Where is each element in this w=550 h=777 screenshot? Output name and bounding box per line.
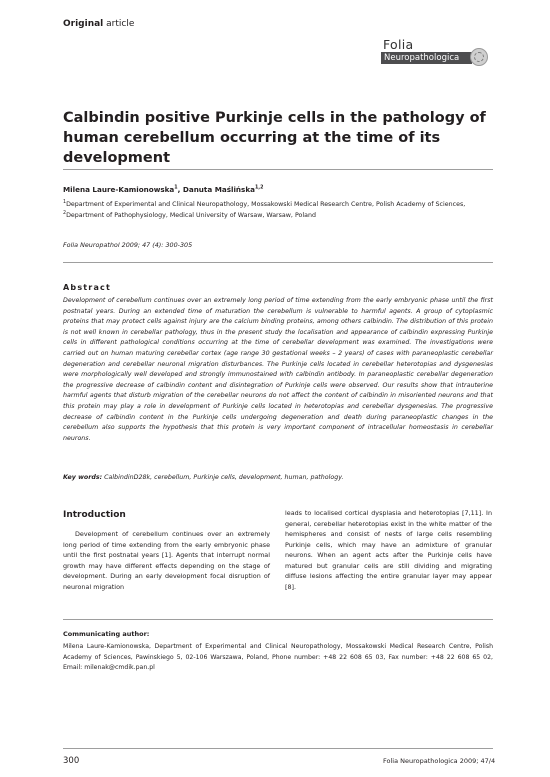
footer-divider <box>63 748 493 749</box>
introduction-column-1 <box>63 529 270 592</box>
abstract-text: Development of cerebellum continues over an extremely long period of time extending from the early embryonic phase until the first postnatal years. During an extended time of maturation the cerebellum is vulnerable to harmful agents. A group of cytoplasmic proteins that may protect cells against injury are the calcium binding proteins, among others calbindin. The distribution of this protein is not well known in cerebellar pathology, thus in the present study the localisation and appearance of calbindin expressing Purkinje cells in different pathological conditions occurring at the time of cerebellar development was examined. The investigations were carried out on human maturing cerebellar cortex (age range 30 gestational weeks – 2 years) of cases with paraneoplastic cerebellar degeneration and cerebellar neuronal migration disturbances. The Purkinje cells located in cerebellar heterotopias and dysgenesias were morphologically well developed and strongly immunostained with calbindin antibody. In paraneoplastic cerebellar degeneration the progressive decrease of calbindin content and disintegration of Purkinje cells were observed. Our results show that intrauterine harmful agents that disturb migration of the cerebellar neurons do not affect the content of calbindin in misoriented neurons and that this protein may play a role in development of Purkinje cells located in heterotopias and cerebellar dysgenesias. The progressive decrease of calbindin content in the Purkinje cells undergoing degeneration and death during paraneoplastic changes in the cerebellum also supports the hypothesis that this protein is very important component of intracellular homeostasis in cerebellar neurons. <box>63 297 493 442</box>
article-title: Calbindin positive Purkinje cells in the pathology of human cerebellum occurring at the time of its development <box>63 110 486 166</box>
author-separator: , <box>177 185 183 194</box>
citation-divider <box>63 262 493 263</box>
abstract-heading: Abstract <box>63 283 112 292</box>
correspondence-text: Milena Laure-Kamionowska, Department of Experimental and Clinical Neuropathology, Mossakowski Medical Research Centre, Polish Academy of Sciences, Pawinskiego 5, 02-106 Warszawa, Poland, Phone number: +48 22 608 65 03, Fax number: +48 22 608 65 02, Email: milenak@cmdik.pan.pl <box>63 643 493 671</box>
keywords-text: CalbindinD28k, cerebellum, Purkinje cells, development, human, pathology. <box>104 474 344 481</box>
correspondence-heading: Communicating author: <box>63 630 150 638</box>
keywords-label: Key words: <box>63 474 103 481</box>
article-type-label <box>63 19 134 29</box>
journal-seal-icon <box>470 48 488 66</box>
author-name: Milena Laure-Kamionowska <box>63 185 175 194</box>
author-affiliation-marker: 1,2 <box>254 185 264 191</box>
keywords <box>63 474 493 481</box>
page-number: 300 <box>63 756 80 766</box>
citation: Folia Neuropathol 2009; 47 (4): 300-305 <box>63 241 193 249</box>
article-type-rest: article <box>106 19 135 29</box>
introduction-heading: Introduction <box>63 510 126 520</box>
affiliation-marker: 1 <box>63 200 67 205</box>
affiliation-2 <box>63 209 493 222</box>
journal-issue: Folia Neuropathologica 2009; 47/4 <box>383 757 496 765</box>
author-list <box>63 185 263 194</box>
introduction-paragraph: Development of cerebellum continues over an extremely long period of time extending from the early embryonic phase until the first postnatal years [1]. Agents that interrupt normal growth may have different effects depending on the stage of development. During an early development focal disruption of neuronal migration <box>63 530 270 591</box>
article-type-bold: Original <box>63 19 104 29</box>
title-divider <box>63 169 493 170</box>
affiliation-text: Department of Experimental and Clinical Neuropathology, Mossakowski Medical Research Centre, Polish Academy of Sciences, <box>66 201 466 209</box>
affiliation-marker: 2 <box>63 211 67 216</box>
affiliation-text: Department of Pathophysiology, Medical University of Warsaw, Warsaw, Poland <box>66 212 316 220</box>
author-affiliation-marker: 1 <box>174 185 178 191</box>
journal-logo <box>381 37 491 73</box>
correspondence-divider <box>63 619 493 620</box>
introduction-column-2 <box>285 508 492 592</box>
author-name: Danuta Maślińska <box>182 185 255 194</box>
introduction-paragraph: leads to localised cortical dysplasia and heterotopias [7,11]. In general, cerebellar heterotopias exist in the white matter of the hemispheres and consist of nests of large cells resembling Purkinje cells, which may have an admixture of granular neurons. When an agent acts after the Purkinje cells have matured but granular cells are still dividing and migrating diffuse lesions affecting the entire granular layer may appear [8]. <box>285 509 492 591</box>
journal-logo-bar: Neuropathologica <box>381 52 472 64</box>
journal-logo-word: Folia <box>383 37 414 52</box>
